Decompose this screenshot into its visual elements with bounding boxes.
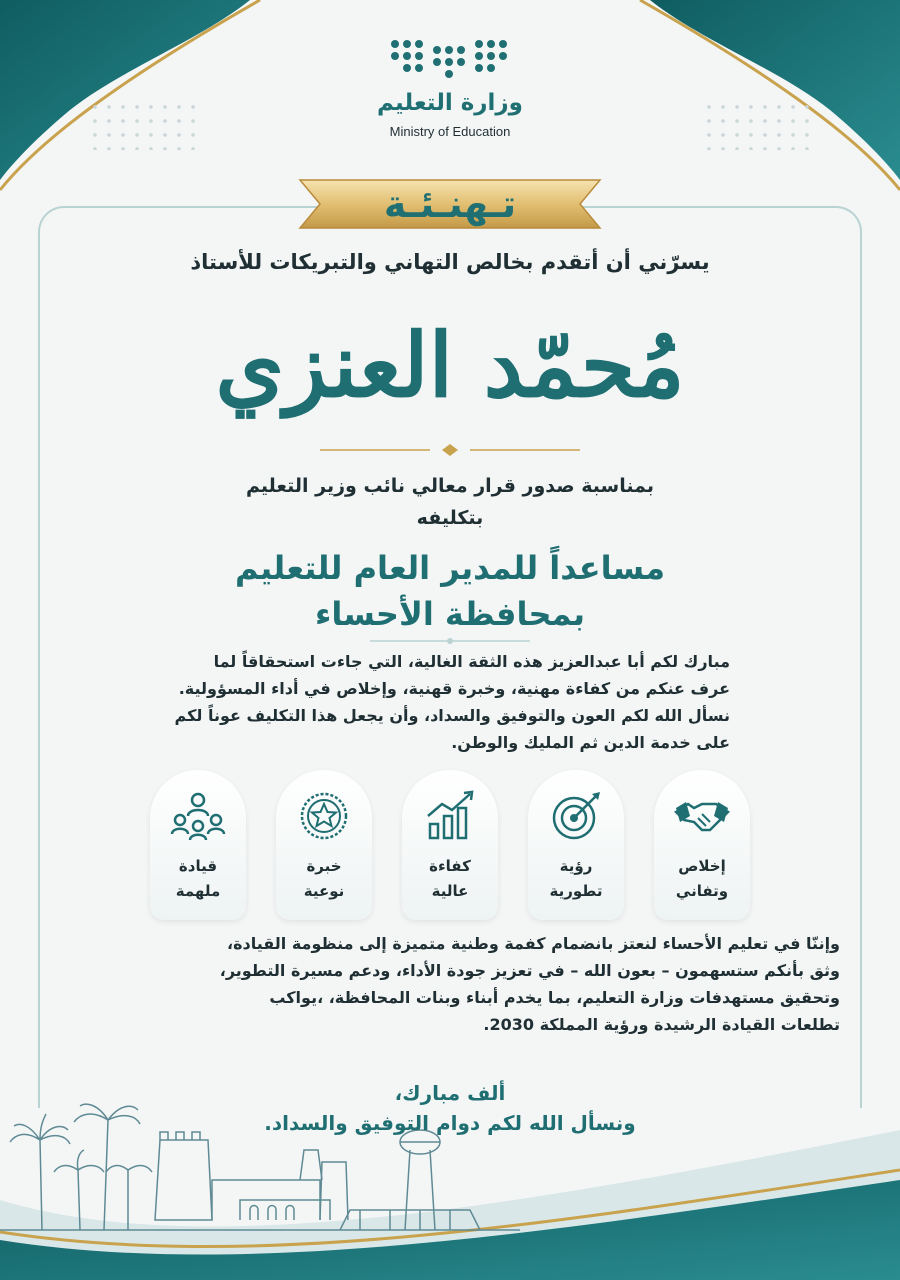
- position-title: [80, 545, 820, 637]
- values-row: [150, 770, 750, 920]
- team-leader-icon: [168, 786, 228, 846]
- blessing-text: [200, 1078, 700, 1138]
- value-label: [654, 854, 750, 904]
- occasion-line-1: بمناسبة صدور قرار معالي نائب وزير التعليم: [246, 475, 654, 497]
- closing-line-4: تطلعات القيادة الرشيدة ورؤية المملكة 2030.: [483, 1015, 840, 1034]
- value-label: [402, 854, 498, 904]
- ministry-name-english: Ministry of Education: [389, 124, 511, 139]
- ornament-divider: [300, 443, 600, 457]
- value-label-line-2: تطورية: [549, 882, 603, 900]
- closing-paragraph: [120, 930, 840, 1038]
- honoree-name: مُحمّد العنزي: [215, 313, 685, 417]
- message-line-1: مبارك لكم أبا عبدالعزيز هذه الثقة الغالية، التي جاءت استحقاقاً لما: [213, 652, 730, 671]
- closing-line-2: وثق بأنكم ستسهمون – بعون الله – في تعزيز جودة الأداء، ودعم مسيرة التطوير،: [219, 961, 840, 980]
- occasion-line-2: بتكليفه: [416, 507, 484, 529]
- value-card: [150, 770, 246, 920]
- value-card: [528, 770, 624, 920]
- value-label-line-2: وتفاني: [675, 882, 729, 900]
- blessing-line-2: ونسأل الله لكم دوام التوفيق والسداد.: [264, 1111, 636, 1135]
- message-paragraph: [170, 648, 730, 756]
- value-label-line-2: نوعية: [303, 882, 345, 900]
- message-line-2: عرف عنكم من كفاءة مهنية، وخبرة قهنية، وإخلاص في أداء المسؤولية.: [178, 679, 730, 698]
- banner-title: تـهنـئـة: [383, 182, 517, 226]
- value-card: [654, 770, 750, 920]
- message-line-3: نسأل الله لكم العون والتوفيق والسداد، وأن يجعل هذا التكليف عوناً لكم: [174, 706, 730, 725]
- occasion-text: [80, 470, 820, 534]
- value-label: [528, 854, 624, 904]
- value-label: [276, 854, 372, 904]
- value-label-line-1: كفاءة: [429, 857, 471, 875]
- value-label-line-2: ملهمة: [175, 882, 221, 900]
- value-card: [402, 770, 498, 920]
- value-card: [276, 770, 372, 920]
- title-banner: [280, 170, 620, 238]
- value-label-line-1: خبرة: [306, 857, 342, 875]
- star-badge-icon: [294, 786, 354, 846]
- handshake-icon: [672, 786, 732, 846]
- value-label-line-1: قيادة: [178, 857, 218, 875]
- ministry-name-arabic: وزارة التعليم: [377, 90, 523, 116]
- value-label-line-1: إخلاص: [678, 857, 726, 875]
- value-label-line-2: عالية: [431, 882, 469, 900]
- value-label-line-1: رؤية: [559, 857, 593, 875]
- intro-text: يسرّني أن أتقدم بخالص التهاني والتبريكات للأستاذ: [190, 250, 710, 274]
- growth-chart-icon: [420, 786, 480, 846]
- ministry-logo: [0, 36, 900, 146]
- closing-line-1: وإننّا في تعليم الأحساء لنعتز بانضمام كفمة وطنية متميزة إلى منظومة القيادة،: [226, 934, 840, 953]
- message-line-4: على خدمة الدين ثم المليك والوطن.: [451, 733, 730, 752]
- small-divider: [360, 636, 540, 646]
- blessing-line-1: ألف مبارك،: [394, 1081, 506, 1105]
- dots-logo-icon: [385, 36, 515, 82]
- position-line-1: مساعداً للمدير العام للتعليم: [235, 549, 665, 587]
- position-line-2: بمحافظة الأحساء: [314, 595, 585, 633]
- value-label: [150, 854, 246, 904]
- target-icon: [546, 786, 606, 846]
- closing-line-3: وتحقيق مستهدفات وزارة التعليم، بما يخدم أبناء وبنات المحافظة، ،يواكب: [269, 988, 840, 1007]
